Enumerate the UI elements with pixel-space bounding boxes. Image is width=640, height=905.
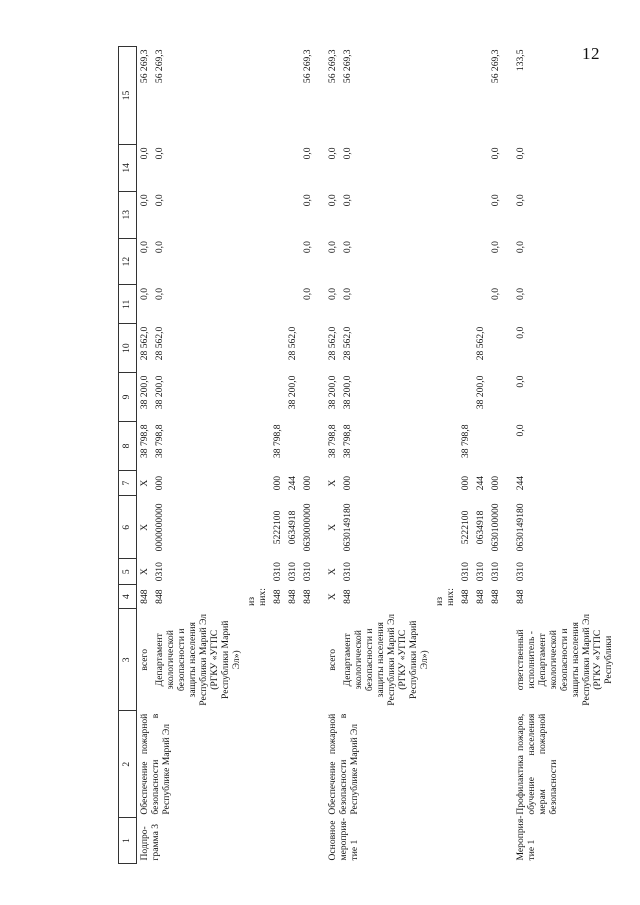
cell-c11	[432, 285, 458, 324]
gap-cell	[315, 470, 325, 495]
table-row	[513, 47, 616, 864]
cell-c11: 0,0	[139, 287, 150, 300]
cell-c4: 848	[490, 589, 501, 604]
cell-c9: 38 200,0	[139, 375, 150, 410]
gap-cell	[315, 584, 325, 608]
cell-c4: из них:	[434, 588, 456, 606]
cell-c9	[270, 373, 285, 422]
cell-c13	[244, 191, 270, 238]
cell-c8: 38 798,8	[139, 424, 150, 459]
header-cell-7: 7	[119, 470, 137, 495]
cell-c9: 38 200,0	[342, 375, 353, 410]
cell-c4: 848	[287, 589, 298, 604]
gap-cell	[503, 144, 513, 191]
cell-c15	[244, 47, 270, 145]
gap-cell	[503, 711, 513, 818]
cell-c10: 28 562,0	[154, 326, 165, 361]
cell-c12: 0,0	[342, 241, 353, 254]
cell-c12: 0,0	[327, 241, 338, 254]
cell-c13: 0,0	[490, 194, 501, 207]
cell-c5: 0310	[515, 562, 526, 582]
gap-cell	[503, 285, 513, 324]
cell-c14	[458, 144, 473, 191]
cell-c11: 0,0	[515, 287, 526, 300]
cell-c15	[458, 47, 473, 145]
cell-c14	[270, 144, 285, 191]
table-row	[137, 47, 153, 864]
cell-c15: 56 269,3	[490, 49, 501, 84]
cell-c12: 0,0	[515, 241, 526, 254]
gap-cell	[315, 238, 325, 285]
cell-c14	[432, 144, 458, 191]
header-cell-15: 15	[119, 47, 137, 145]
cell-c14: 0,0	[154, 147, 165, 160]
cell-c9	[244, 373, 270, 422]
cell-c15: 133,5	[515, 49, 526, 72]
cell-c5: 0310	[302, 562, 313, 582]
cell-c9	[300, 373, 315, 422]
cell-c10: 28 562,0	[139, 326, 150, 361]
cell-c9	[458, 373, 473, 422]
cell-c7: 000	[342, 475, 353, 491]
cell-c8	[473, 421, 488, 470]
cell-c15: 56 269,3	[342, 49, 353, 84]
cell-c5: 0310	[490, 562, 501, 582]
cell-c6: Х	[327, 523, 338, 531]
gap-cell	[315, 711, 325, 818]
cell-c11	[270, 285, 285, 324]
cell-c13: 0,0	[515, 194, 526, 207]
cell-c8	[432, 421, 458, 470]
cell-c13	[270, 191, 285, 238]
gap-cell	[503, 559, 513, 584]
cell-c10	[458, 324, 473, 373]
cell-c10: 28 562,0	[342, 326, 353, 361]
cell-c11: 0,0	[342, 287, 353, 300]
cell-c8	[244, 421, 270, 470]
gap-cell	[315, 285, 325, 324]
header-cell-13: 13	[119, 191, 137, 238]
gap-cell	[503, 470, 513, 495]
cell-c7: 000	[490, 475, 501, 491]
cell-c7: 244	[515, 475, 526, 491]
cell-c8: 38 798,8	[342, 424, 353, 459]
cell-c5: 0310	[475, 562, 486, 582]
cell-c13	[473, 191, 488, 238]
cell-c7	[432, 470, 458, 495]
cell-c13	[285, 191, 300, 238]
table-body	[137, 47, 617, 864]
gap-cell	[315, 47, 325, 145]
cell-c10	[244, 324, 270, 373]
gap-cell	[315, 373, 325, 422]
header-cell-11: 11	[119, 285, 137, 324]
cell-c6: Х	[139, 523, 150, 531]
responsible-cell	[473, 609, 488, 711]
cell-c15: 56 269,3	[154, 49, 165, 84]
cell-c7: 244	[287, 475, 298, 491]
responsible-cell	[300, 609, 315, 711]
cell-c9: 38 200,0	[287, 375, 298, 410]
responsible-cell: Департамент экологической безопасности и защиты населения Республики Марий Эл (РГКУ «УГПС Республики Марий Эл»)	[342, 613, 430, 706]
gap-cell	[315, 421, 325, 470]
cell-c9	[488, 373, 503, 422]
cell-c12: 0,0	[139, 241, 150, 254]
gap-cell	[503, 818, 513, 864]
gap-cell	[503, 421, 513, 470]
cell-c7: 000	[154, 475, 165, 491]
cell-c5: 0310	[287, 562, 298, 582]
cell-c7	[244, 470, 270, 495]
cell-c11: 0,0	[154, 287, 165, 300]
cell-c15: 56 269,3	[139, 49, 150, 84]
cell-c8: 38 798,8	[327, 424, 338, 459]
section-name-cell: Профилактика пожаров, обучение населения мерам пожарной безопасности	[515, 713, 559, 815]
gap-cell	[315, 324, 325, 373]
cell-c15: 56 269,3	[302, 49, 313, 84]
gap-cell	[315, 496, 325, 559]
cell-c9: 0,0	[515, 375, 526, 388]
cell-c5: Х	[139, 568, 150, 576]
cell-c10: 28 562,0	[475, 326, 486, 361]
cell-c14: 0,0	[515, 147, 526, 160]
cell-c9: 38 200,0	[327, 375, 338, 410]
responsible-cell: ответственный исполнитель - Департамент экологической безопасности и защиты населения Республики Марий Эл (РГКУ «УГПС Республики	[515, 613, 614, 706]
cell-c6	[432, 496, 458, 559]
cell-c12	[285, 238, 300, 285]
cell-c4: из них:	[246, 588, 268, 606]
cell-c6: 0630100000	[490, 503, 501, 552]
cell-c11: 0,0	[327, 287, 338, 300]
cell-c6: 0630000000	[302, 503, 313, 552]
cell-c15	[473, 47, 488, 145]
section-gap	[503, 47, 513, 864]
cell-c14: 0,0	[342, 147, 353, 160]
section-name-cell: Обеспечение пожарной безопасности в Республике Марий Эл	[139, 713, 172, 815]
cell-c13: 0,0	[154, 194, 165, 207]
cell-c6: 0000000000	[154, 503, 165, 552]
header-cell-9: 9	[119, 373, 137, 422]
cell-c4: 848	[272, 589, 283, 604]
cell-c7: 000	[302, 475, 313, 491]
section-group-cell: Мероприя-тие 1	[515, 815, 537, 861]
cell-c4: 848	[154, 589, 165, 604]
gap-cell	[315, 191, 325, 238]
section-name-cell: Обеспечение пожарной безопасности в Республике Марий Эл	[327, 713, 360, 815]
cell-c12: 0,0	[154, 241, 165, 254]
cell-c7: 000	[272, 475, 283, 491]
gap-cell	[503, 373, 513, 422]
header-cell-12: 12	[119, 238, 137, 285]
cell-c12	[270, 238, 285, 285]
cell-c8	[300, 421, 315, 470]
responsible-cell	[270, 609, 285, 711]
cell-c11: 0,0	[302, 287, 313, 300]
cell-c15: 56 269,3	[327, 49, 338, 84]
cell-c5: 0310	[460, 562, 471, 582]
cell-c11	[473, 285, 488, 324]
cell-c8	[285, 421, 300, 470]
cell-c7: Х	[327, 479, 338, 487]
cell-c5: Х	[327, 568, 338, 576]
cell-c8: 0,0	[515, 424, 526, 437]
cell-c10	[300, 324, 315, 373]
cell-c10: 0,0	[515, 326, 526, 339]
cell-c7: Х	[139, 479, 150, 487]
cell-c14	[285, 144, 300, 191]
cell-c4: 848	[515, 589, 526, 604]
cell-c8	[488, 421, 503, 470]
gap-cell	[315, 144, 325, 191]
responsible-cell	[285, 609, 300, 711]
section-group-cell: Подпро-грамма 3	[139, 823, 161, 861]
cell-c5	[432, 559, 458, 584]
cell-c5	[244, 559, 270, 584]
gap-cell	[503, 191, 513, 238]
table-row	[325, 47, 340, 864]
cell-c15	[432, 47, 458, 145]
cell-c10	[432, 324, 458, 373]
cell-c14	[473, 144, 488, 191]
cell-c9	[432, 373, 458, 422]
cell-c14: 0,0	[302, 147, 313, 160]
responsible-cell: всего	[327, 648, 338, 671]
cell-c13: 0,0	[342, 194, 353, 207]
cell-c6: 0634918	[475, 510, 486, 545]
gap-cell	[315, 818, 325, 864]
gap-cell	[315, 609, 325, 711]
header-cell-6: 6	[119, 496, 137, 559]
cell-c10: 28 562,0	[327, 326, 338, 361]
responsible-cell	[488, 609, 503, 711]
cell-c4: 848	[475, 589, 486, 604]
cell-c8: 38 798,8	[460, 424, 471, 459]
cell-c6: 0634918	[287, 510, 298, 545]
cell-c5: 0310	[154, 562, 165, 582]
header-cell-1: 1	[119, 818, 137, 864]
cell-c14	[244, 144, 270, 191]
gap-cell	[503, 238, 513, 285]
cell-c5: 0310	[342, 562, 353, 582]
cell-c12	[432, 238, 458, 285]
cell-c12	[458, 238, 473, 285]
cell-c11	[458, 285, 473, 324]
cell-c12: 0,0	[490, 241, 501, 254]
cell-c4: 848	[302, 589, 313, 604]
cell-c13: 0,0	[327, 194, 338, 207]
cell-c13	[458, 191, 473, 238]
cell-c8: 38 798,8	[154, 424, 165, 459]
budget-table	[118, 46, 616, 864]
section-gap	[315, 47, 325, 864]
responsible-cell	[244, 609, 270, 711]
header-cell-14: 14	[119, 144, 137, 191]
cell-c10	[488, 324, 503, 373]
gap-cell	[503, 496, 513, 559]
cell-c12	[244, 238, 270, 285]
cell-c4: Х	[327, 593, 338, 601]
cell-c6: 5222100	[460, 510, 471, 545]
header-row	[119, 47, 137, 864]
cell-c15	[285, 47, 300, 145]
cell-c13: 0,0	[139, 194, 150, 207]
responsible-cell: всего	[139, 648, 150, 671]
cell-c14: 0,0	[490, 147, 501, 160]
cell-c14: 0,0	[139, 147, 150, 160]
header-cell-4: 4	[119, 584, 137, 608]
page-number: 12	[582, 44, 600, 63]
cell-c6	[244, 496, 270, 559]
cell-c5: 0310	[272, 562, 283, 582]
header-cell-3: 3	[119, 609, 137, 711]
cell-c10: 28 562,0	[287, 326, 298, 361]
header-cell-8: 8	[119, 421, 137, 470]
cell-c11	[244, 285, 270, 324]
gap-cell	[315, 559, 325, 584]
rotated-table-container	[118, 46, 614, 864]
cell-c10	[270, 324, 285, 373]
cell-c15	[270, 47, 285, 145]
cell-c12	[473, 238, 488, 285]
gap-cell	[503, 584, 513, 608]
header-cell-10: 10	[119, 324, 137, 373]
cell-c6: 5222100	[272, 510, 283, 545]
section-group-cell: Основное мероприя-тие 1	[327, 817, 360, 861]
cell-c4: 848	[342, 589, 353, 604]
gap-cell	[503, 609, 513, 711]
header-cell-2: 2	[119, 711, 137, 818]
responsible-cell	[458, 609, 473, 711]
cell-c12: 0,0	[302, 241, 313, 254]
responsible-cell: Департамент экологической безопасности и защиты населения Республики Марий Эл (РГКУ «УГПС Республики Марий Эл»)	[154, 613, 242, 706]
cell-c9: 38 200,0	[154, 375, 165, 410]
header-cell-5: 5	[119, 559, 137, 584]
responsible-cell	[432, 609, 458, 711]
cell-c13	[432, 191, 458, 238]
cell-c7: 244	[475, 475, 486, 491]
cell-c7: 000	[460, 475, 471, 491]
cell-c6: 0630149180	[342, 503, 353, 552]
cell-c6: 0630149180	[515, 503, 526, 552]
cell-c11: 0,0	[490, 287, 501, 300]
cell-c4: 848	[139, 589, 150, 604]
cell-c11	[285, 285, 300, 324]
cell-c8: 38 798,8	[272, 424, 283, 459]
cell-c4: 848	[460, 589, 471, 604]
cell-c14: 0,0	[327, 147, 338, 160]
gap-cell	[503, 47, 513, 145]
gap-cell	[503, 324, 513, 373]
cell-c9: 38 200,0	[475, 375, 486, 410]
cell-c13: 0,0	[302, 194, 313, 207]
